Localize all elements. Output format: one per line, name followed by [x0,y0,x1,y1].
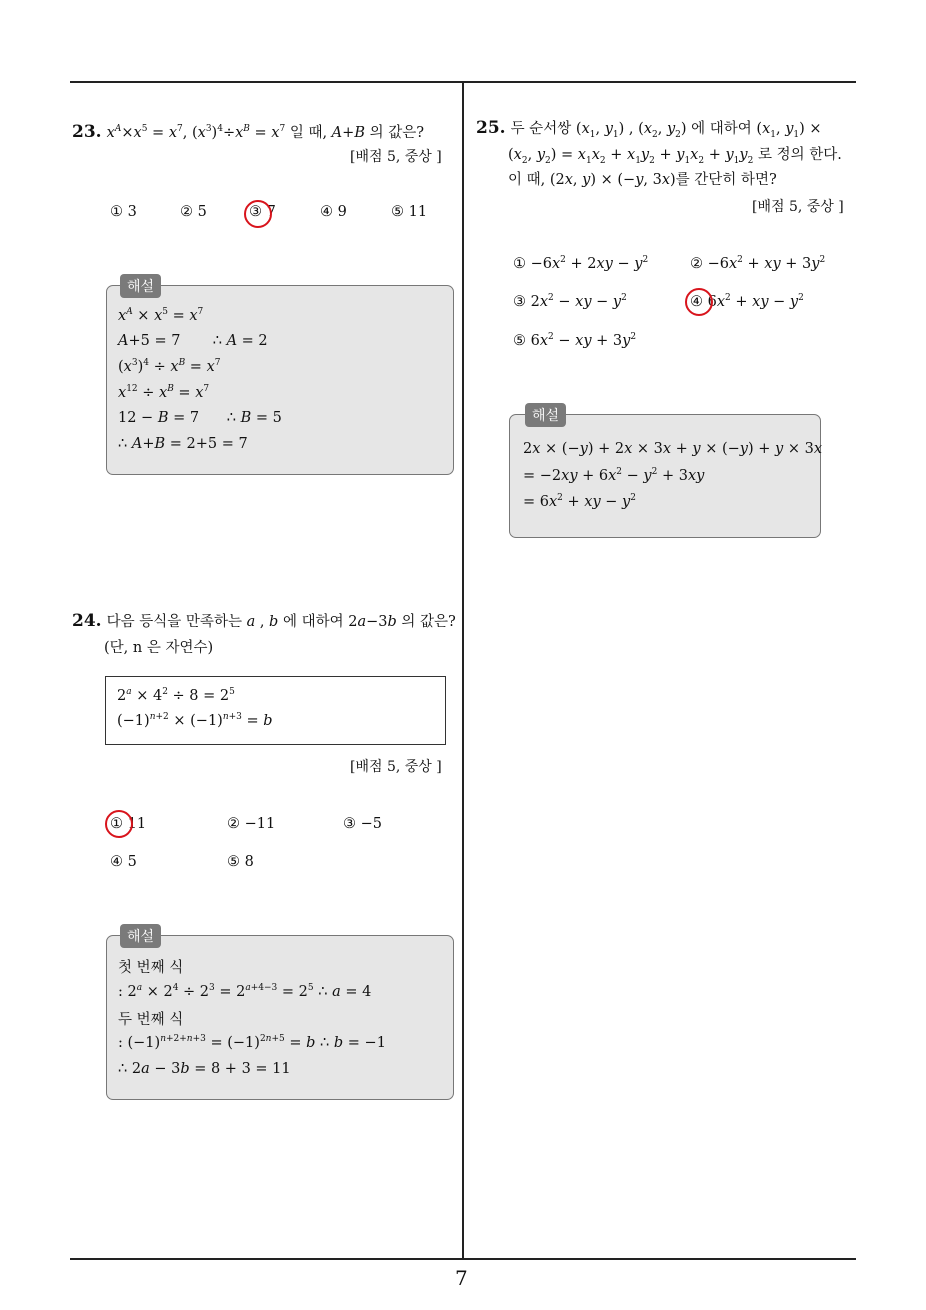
solution-line: ∴ 2a − 3b = 8 + 3 = 11 [118,1061,291,1077]
question-note: (단, n 은 자연수) [104,640,214,656]
question-text: 두 순서쌍 ($x_1$, $y_1$) , ($x_2$, $y_2$) 에 대하여 ($x_1$, $y_1$) × [510,121,822,140]
solution-line: = $-2xy + 6x^2 - y^2 + 3xy$ [523,467,705,484]
option-5[interactable]: ⑤ $6x^2$ − xy + $3y^2$ [513,332,637,349]
page-number: 7 [455,1266,468,1290]
question-text-line3: 이 때, (2x, y) × (−y, 3x)를 간단히 하면? [508,172,777,188]
solution-line: : $2^a \times 2^4 \div 2^3 = 2^{a+4-3} = 2^5$ ∴ a = 4 [118,983,372,1000]
solution-line: A+5 = 7 ∴ A = 2 [118,333,268,349]
solution-line: : $(-1)^{n+2+n+3} = (-1)^{2n+5} = b$ ∴ b = −1 [118,1034,386,1051]
question-text: $x^A\times x^5 = x^7$, $(x^3)^4\div x^B = x^7$ 일 때, A+B 의 값은? [106,124,424,141]
option-1[interactable]: ① $-6x^2 + 2xy - y^2$ [513,255,649,272]
question-number: 24. [72,611,102,631]
solution-label: 해설 [120,924,161,948]
question-number: 23. [72,121,102,142]
bottom-rule [70,1258,856,1260]
solution-line: $x^A \times x^5 = x^7$ [118,307,204,324]
solution-line: 2x × (−y) + 2x × 3x + y × (−y) + y × 3x [523,441,823,457]
option-2[interactable]: ② 5 [180,204,207,220]
solution-line: = $6x^2$ + xy − $y^2$ [523,493,636,510]
option-3[interactable]: ③ 7 [249,204,276,220]
solution-line: $x^{12} \div x^B = x^7$ [118,384,210,401]
option-3[interactable]: ③ −5 [343,816,382,832]
option-4[interactable]: ④ 9 [320,204,347,220]
solution-line: 12 − B = 7 ∴ B = 5 [118,410,282,426]
solution-label: 해설 [525,403,566,427]
question-text-line2: ($x_2$, $y_2) = x_1x_2 + x_1y_2 + y_1x_2 + y_1y_2$ 로 정의 한다. [508,147,842,166]
question-24 [72,609,457,635]
question-23 [72,116,457,146]
option-3[interactable]: ③ $2x^2$ − xy − $y^2$ [513,293,627,310]
option-5[interactable]: ⑤ 11 [391,204,428,220]
column-divider [462,82,464,1259]
option-2[interactable]: ② $-6x^2$ + xy + $3y^2$ [690,255,826,272]
solution-line: ∴ A+B = 2+5 = 7 [118,436,248,452]
option-1[interactable]: ① 11 [110,816,147,832]
question-number: 25. [476,118,506,138]
option-1[interactable]: ① 3 [110,204,137,220]
question-text: 다음 등식을 만족하는 a , b 에 대하여 2a−3b 의 값은? [106,614,456,630]
solution-label: 해설 [120,274,161,298]
score-label: [배점 5, 중상 ] [350,149,442,165]
condition-line: $2^a \times 4^2 \div 8 = 2^5$ [117,687,235,704]
solution-line: $(x^3)^4 \div x^B = x^7$ [118,358,221,375]
solution-line: 두 번째 식 [118,1012,184,1028]
answer-circle-mark [685,288,713,316]
score-label: [배점 5, 중상 ] [752,199,844,215]
option-4[interactable]: ④ 5 [110,854,137,870]
option-5[interactable]: ⑤ 8 [227,854,254,870]
solution-line: 첫 번째 식 [118,960,184,976]
answer-circle-mark [244,200,272,228]
option-2[interactable]: ② −11 [227,816,276,832]
score-label: [배점 5, 중상 ] [350,759,442,775]
condition-line: $(-1)^{n+2} \times (-1)^{n+3} = b$ [117,712,273,729]
answer-circle-mark [105,810,133,838]
option-4[interactable]: ④ $6x^2$ + xy − $y^2$ [690,293,804,310]
